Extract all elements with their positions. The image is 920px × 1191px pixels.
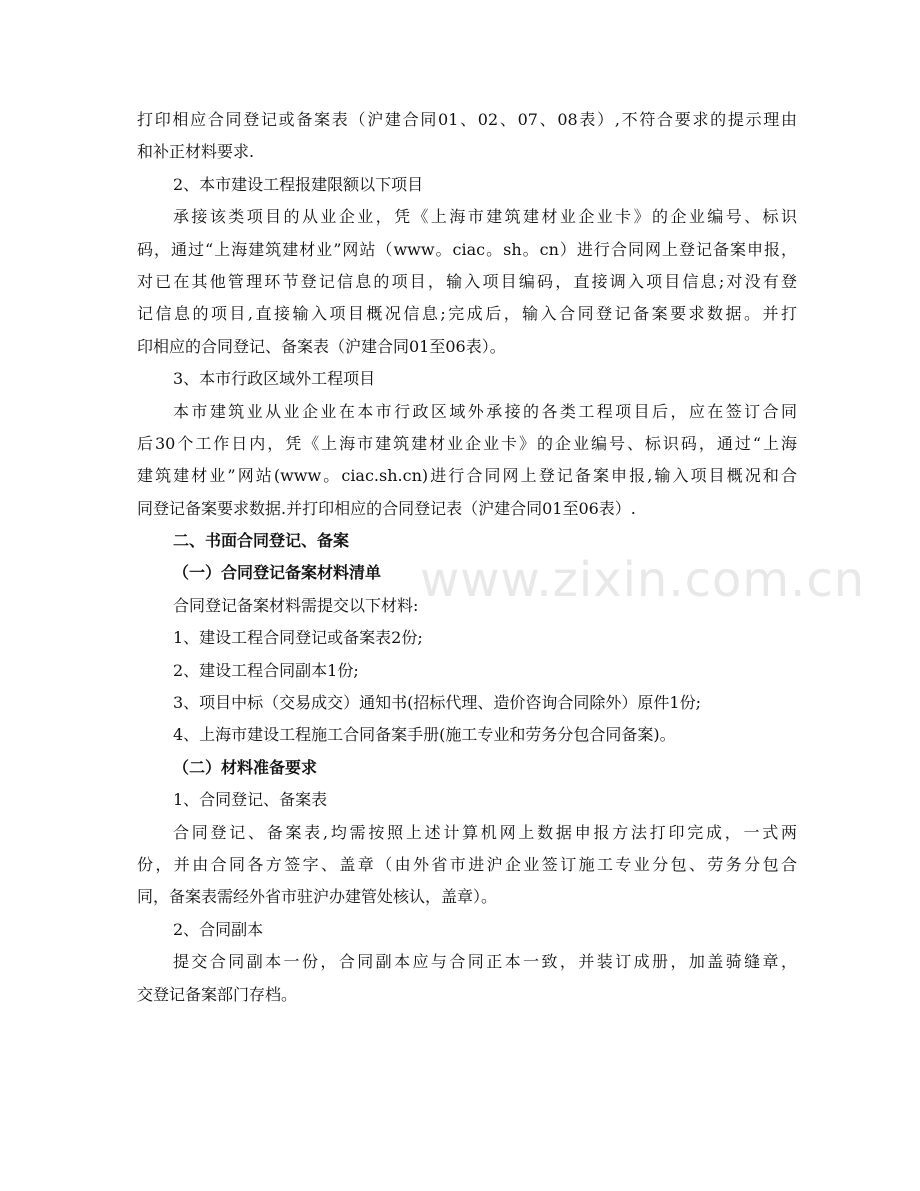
paragraph-line: 印相应的合同登记、备案表（沪建合同01至06表）。	[137, 336, 506, 356]
paragraph-line: 建筑建材业”网站(www。ciac.sh.cn)进行合同网上登记备案申报,输入项目概况和合	[137, 466, 797, 486]
section-heading: 2、本市建设工程报建限额以下项目	[173, 174, 424, 194]
list-item: 2、建设工程合同副本1份;	[173, 660, 359, 680]
subsection-heading: （二）材料准备要求	[173, 757, 318, 777]
section-heading: 2、合同副本	[173, 919, 264, 939]
document-body	[137, 104, 797, 1011]
list-item: 3、项目中标（交易成交）通知书(招标代理、造价咨询合同除外）原件1份;	[173, 693, 701, 713]
paragraph-line: 承接该类项目的从业企业，凭《上海市建筑建材业企业卡》的企业编号、标识	[173, 207, 797, 227]
paragraph-line: 码，通过“上海建筑建材业”网站（www。ciac。sh。cn）进行合同网上登记备案申报，	[137, 239, 797, 259]
paragraph-line: 提交合同副本一份，合同副本应与合同正本一致，并装订成册，加盖骑缝章，	[173, 952, 797, 972]
section-heading: 1、合同登记、备案表	[173, 790, 328, 810]
paragraph-line: 合同登记备案材料需提交以下材料:	[173, 595, 419, 615]
paragraph-line: 同登记备案要求数据.并打印相应的合同登记表（沪建合同01至06表）.	[137, 498, 636, 518]
paragraph-line: 本市建筑业从业企业在本市行政区域外承接的各类工程项目后，应在签订合同	[173, 401, 797, 421]
paragraph-line: 对已在其他管理环节登记信息的项目，输入项目编码，直接调入项目信息;对没有登	[137, 271, 797, 291]
paragraph-line: 和补正材料要求.	[137, 142, 255, 162]
list-item: 1、建设工程合同登记或备案表2份;	[173, 628, 423, 648]
section-heading: 3、本市行政区域外工程项目	[173, 369, 376, 389]
paragraph-line: 后30个工作日内，凭《上海市建筑建材业企业卡》的企业编号、标识码，通过“上海	[137, 433, 797, 453]
paragraph-line: 打印相应合同登记或备案表（沪建合同01、02、07、08表）,不符合要求的提示理由	[137, 110, 797, 129]
paragraph-line: 记信息的项目,直接输入项目概况信息;完成后，输入合同登记备案要求数据。并打	[137, 304, 797, 324]
paragraph-line: 同，备案表需经外省市驻沪办建管处核认，盖章）。	[137, 887, 498, 907]
paragraph-line: 交登记备案部门存档。	[137, 984, 298, 1004]
paragraph-line: 合同登记、备案表,均需按照上述计算机网上数据申报方法打印完成，一式两	[173, 822, 797, 842]
watermark: www.zixin.com.cn	[420, 552, 866, 608]
chapter-heading: 二、书面合同登记、备案	[173, 531, 350, 551]
list-item: 4、上海市建设工程施工合同备案手册(施工专业和劳务分包合同备案)。	[173, 725, 676, 745]
paragraph-line: 份，并由合同各方签字、盖章（由外省市进沪企业签订施工专业分包、劳务分包合	[137, 854, 797, 874]
subsection-heading: （一）合同登记备案材料清单	[173, 563, 382, 583]
